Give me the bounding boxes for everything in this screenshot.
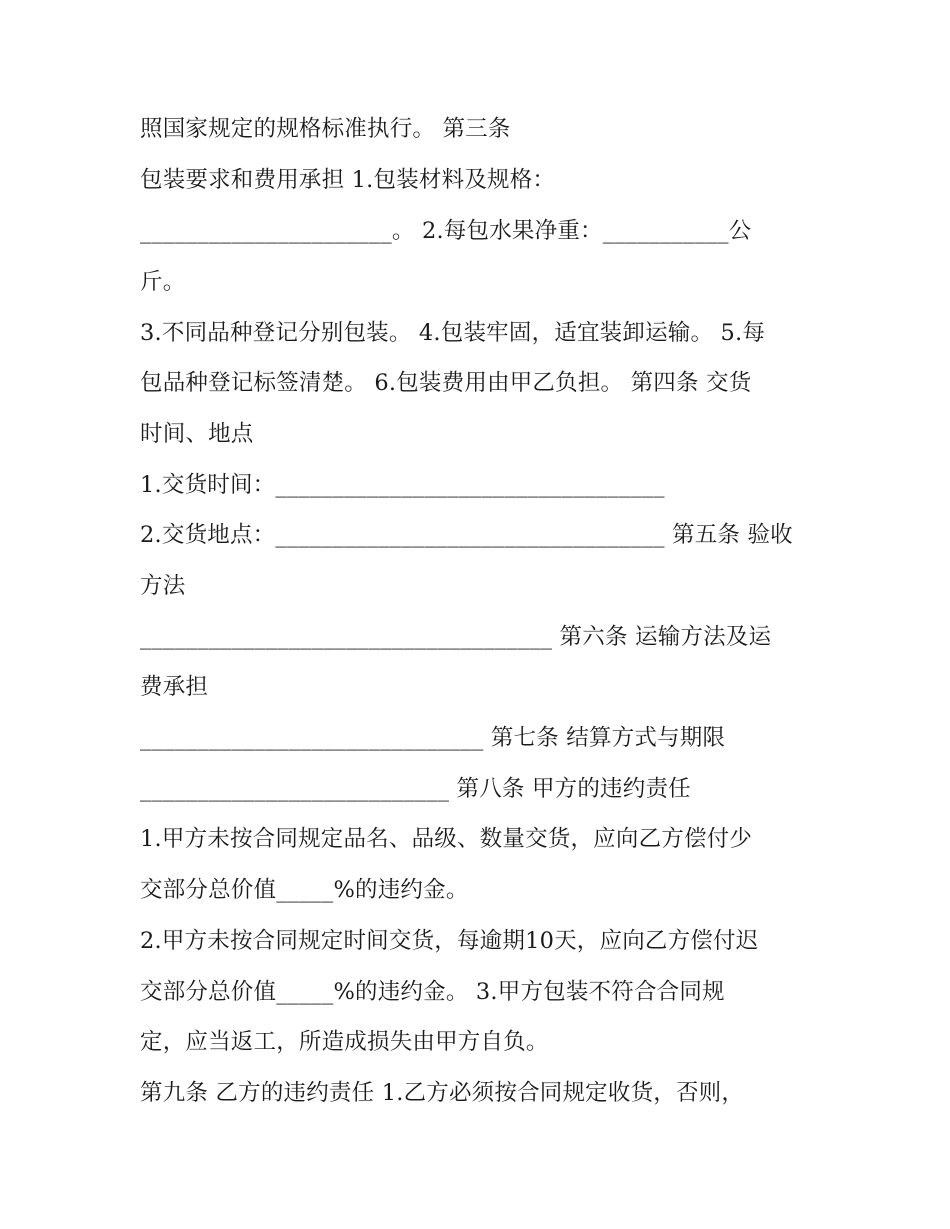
- text-line: 方法: [140, 573, 186, 599]
- text-line: 3.不同品种登记分别包装。 4.包装牢固，适宜装卸运输。 5.每: [140, 320, 766, 346]
- text-line: 2.甲方未按合同规定时间交货，每逾期10天，应向乙方偿付迟: [140, 928, 759, 954]
- text-line: 1.交货时间：__________________________________: [140, 472, 665, 498]
- text-line: 费承担: [140, 674, 209, 700]
- text-line: 斤。: [140, 269, 186, 295]
- text-line: 交部分总价值_____%的违约金。 3.甲方包装不符合合同规: [140, 979, 725, 1005]
- text-line: 包品种登记标签清楚。 6.包装费用由甲乙负担。 第四条 交货: [140, 370, 752, 396]
- text-line: 第九条 乙方的违约责任 1.乙方必须按合同规定收货，否则，: [140, 1080, 745, 1106]
- text-line: 2.交货地点：__________________________________ 第五条 验收: [140, 522, 793, 548]
- text-line: 包装要求和费用承担 1.包装材料及规格：: [140, 167, 556, 193]
- text-line: 1.甲方未按合同规定品名、品级、数量交货，应向乙方偿付少: [140, 826, 753, 852]
- text-line: ______________________________ 第七条 结算方式与期限: [140, 725, 726, 751]
- text-line: ____________________________________ 第六条 运输方法及运: [140, 624, 772, 650]
- text-line: ___________________________ 第八条 甲方的违约责任: [140, 776, 691, 802]
- text-line: 定，应当返工，所造成损失由甲方自负。: [140, 1029, 549, 1055]
- text-line: 照国家规定的规格标准执行。 第三条: [140, 116, 511, 142]
- text-line: 时间、地点: [140, 421, 254, 447]
- text-line: ______________________。 2.每包水果净重：___________公: [140, 218, 752, 244]
- text-line: 交部分总价值_____%的违约金。: [140, 877, 469, 903]
